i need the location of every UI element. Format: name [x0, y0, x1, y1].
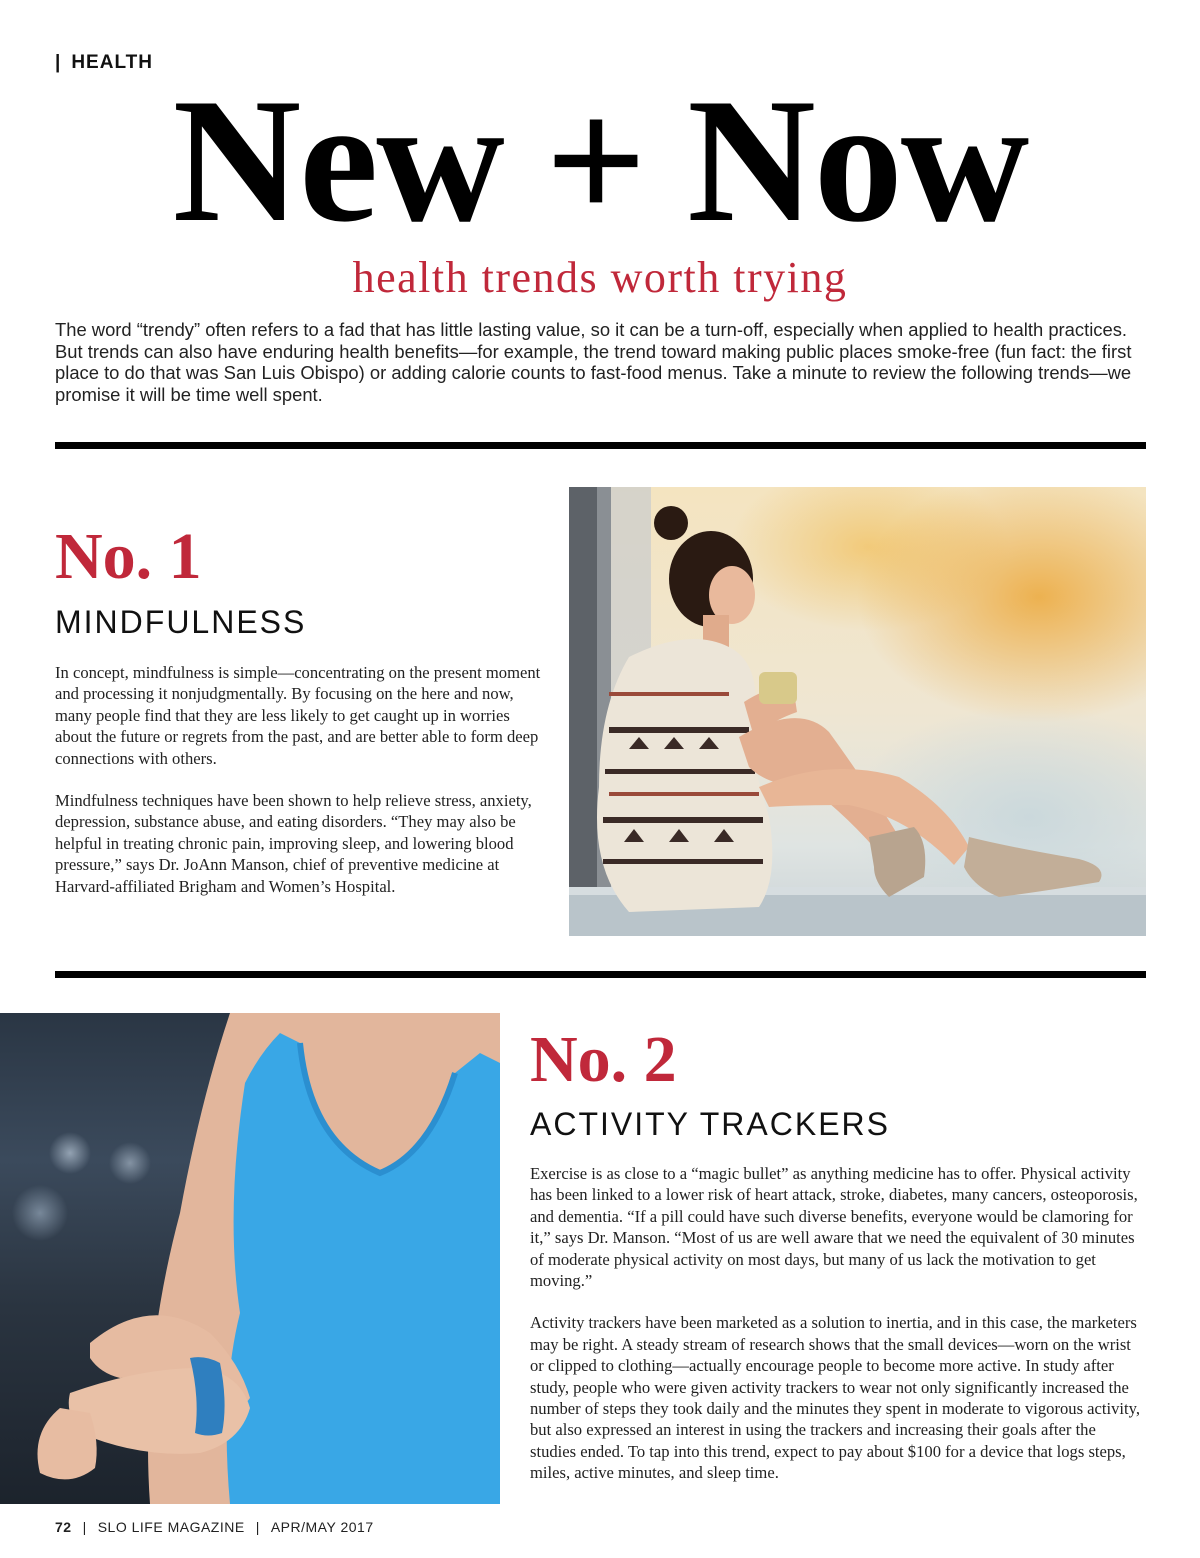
headline: New + Now — [172, 61, 1028, 259]
divider-rule — [55, 971, 1146, 978]
subhead: health trends worth trying — [352, 253, 848, 302]
woman-with-mug-illustration — [569, 487, 1146, 936]
divider-rule — [55, 442, 1146, 449]
item-paragraph: Mindfulness techniques have been shown to help relieve stress, anxiety, depression, substance abuse, and eating disorders. “They may also be helpful in treating chronic pain, improving sleep, and lowering blood pressure,” says Dr. JoAnn Manson, chief of preventive medicine at Harvard-affiliated Brigham and Women’s Hospital. — [55, 791, 532, 896]
footer-separator: | — [82, 1519, 87, 1535]
item-number: No. 1 — [55, 520, 202, 593]
mindfulness-photo — [569, 487, 1146, 936]
item-title: ACTIVITY TRACKERS — [530, 1106, 890, 1142]
activity-tracker-photo — [0, 1013, 500, 1504]
item-body — [530, 1163, 1145, 1484]
intro-paragraph: The word “trendy” often refers to a fad that has little lasting value, so it can be a turn-off, especially when applied to health practices. But trends can also have enduring health benefits—for example, the trend toward making public places smoke-free (fun fact: the first place to do that was San Luis Obispo) or adding calorie counts to fast-food menus. Take a minute to review the following trends—we promise it will be time well spent. — [55, 319, 1132, 405]
footer-separator: | — [255, 1519, 260, 1535]
item-body — [55, 662, 545, 897]
issue-date: APR/MAY 2017 — [270, 1519, 374, 1535]
section-tag-bar: | — [55, 52, 62, 73]
section-tag-label: HEALTH — [71, 52, 153, 73]
item-title: MINDFULNESS — [55, 604, 307, 640]
item-number: No. 2 — [530, 1023, 677, 1096]
page-footer — [55, 1519, 374, 1535]
item-paragraph: Activity trackers have been marketed as a solution to inertia, and in this case, the marketers may be right. A steady stream of research shows that the small devices—worn on the wrist or clipped to clothing—actually encourage people to become more active. In study after study, people who were given activity trackers to wear not only significantly increased the number of steps they took daily and the minutes they spent in moderate to vigorous activity, but also expressed an interest in using the trackers and increasing their goals after the studies ended. To tap into this trend, expect to pay about $100 for a device that logs steps, miles, active minutes, and sleep time. — [530, 1313, 1141, 1483]
page-number: 72 — [55, 1519, 72, 1535]
item-paragraph: Exercise is as close to a “magic bullet” as anything medicine has to offer. Physical activity has been linked to a lower risk of heart attack, stroke, diabetes, many cancers, osteoporosis, and dementia. “If a pill could have such diverse benefits, everyone would be clamoring for it,” says Dr. Manson. “Most of us are well aware that we need the equivalent of 30 minutes of moderate physical activity on most days, but many of us lack the motivation to get moving.” — [530, 1164, 1138, 1291]
item-paragraph: In concept, mindfulness is simple—concentrating on the present moment and processing it nonjudgmentally. By focusing on the here and now, many people find that they are less likely to get caught up in worries about the future or regrets from the past, and are better able to form deep connections with others. — [55, 663, 541, 768]
publication-name: SLO LIFE MAGAZINE — [97, 1519, 245, 1535]
woman-with-tracker-illustration — [0, 1013, 500, 1504]
